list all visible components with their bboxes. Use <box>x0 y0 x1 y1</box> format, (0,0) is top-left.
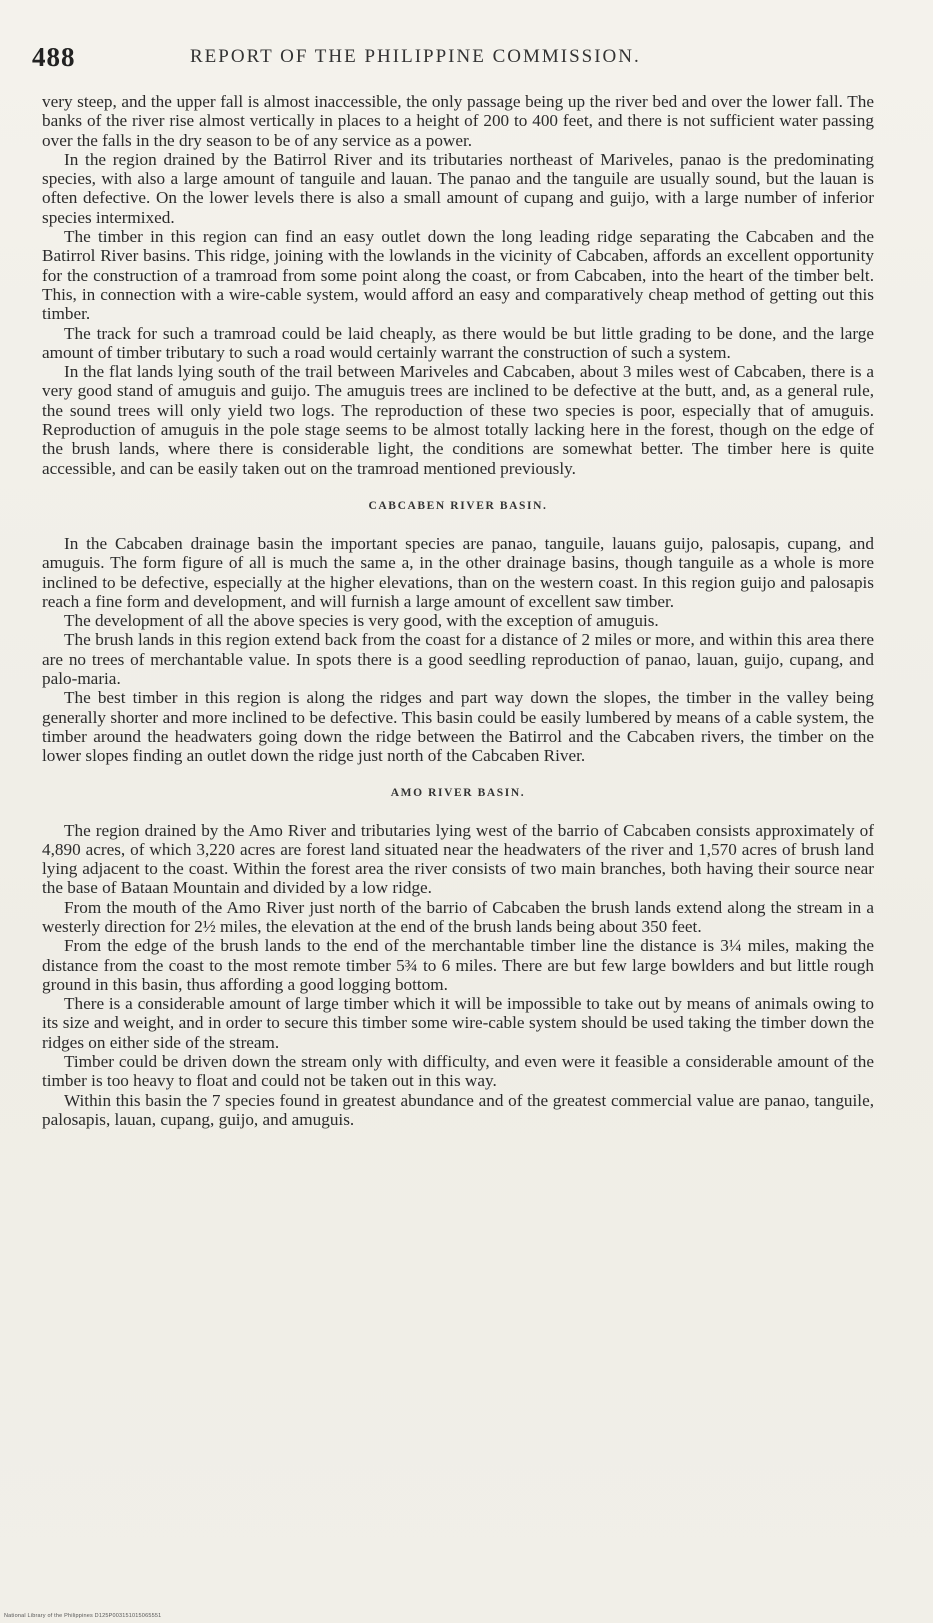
paragraph-amo-6: Within this basin the 7 species found in greatest abundance and of the greatest commercial value are panao, tanguile, palosapis, lauan, cupang, guijo, and amuguis. <box>42 1090 874 1129</box>
paragraph-intro-4: The track for such a tramroad could be laid cheaply, as there would be but little grading to be done, and the large amount of timber tributary to such a road would certainly warrant the construction of such a system. <box>42 323 874 362</box>
paragraph-cabcaben-3: The brush lands in this region extend back from the coast for a distance of 2 miles or more, and within this area there are no trees of merchantable value. In spots there is a good seedling reproduction of panao, lauan, guijo, cupang, and palo-maria. <box>42 630 874 689</box>
paragraph-amo-2: From the mouth of the Amo River just north of the barrio of Cabcaben the brush lands extend along the stream in a westerly direction for 2½ miles, the elevation at the end of the brush lands being about 350 feet. <box>42 897 874 936</box>
body-text <box>42 92 874 1129</box>
paragraph-intro-5: In the flat lands lying south of the trail between Mariveles and Cabcaben, about 3 miles west of Cabcaben, there is a very good stand of amuguis and guijo. The amuguis trees are inclined to be defective at the butt, and, as a general rule, the sound trees will only yield two logs. The reproduction of these two species is poor, especially that of amuguis. Reproduction of amuguis in the pole stage seems to be almost totally lacking here in the forest, though on the edge of the brush lands, where there is considerable light, the conditions are somewhat better. The timber here is quite accessible, and can be easily taken out on the tramroad mentioned previously. <box>42 362 874 478</box>
paragraph-intro-1: very steep, and the upper fall is almost inaccessible, the only passage being up the river bed and over the lower fall. The banks of the river rise almost vertically in places to a height of 200 to 400 feet, and there is not sufficient water passing over the falls in the dry season to be of any service as a power. <box>42 92 874 150</box>
running-head <box>32 42 872 78</box>
paragraph-cabcaben-1: In the Cabcaben drainage basin the important species are panao, tanguile, lauans guijo, palosapis, cupang, and amuguis. The form figure of all is much the same a, in the other drainage basins, though tanguile as a whole is more inclined to be defective, especially at the higher elevations, than on the western coast. In this region guijo and palosapis reach a fine form and development, and will furnish a large amount of excellent saw timber. <box>42 533 874 611</box>
page-number: 488 <box>32 42 76 72</box>
paragraph-amo-4: There is a considerable amount of large timber which it will be impossible to take out by means of animals owing to its size and weight, and in order to secure this timber some wire-cable system should be used taking the timber down the ridges on either side of the stream. <box>42 994 874 1052</box>
library-stamp: National Library of the Philippines D125P003151015065551 <box>4 1613 162 1619</box>
paragraph-amo-5: Timber could be driven down the stream only with difficulty, and even were it feasible a considerable amount of the timber is too heavy to float and could not be taken out in this way. <box>42 1052 874 1091</box>
section-heading-amo: AMO RIVER BASIN. <box>390 786 526 799</box>
paragraph-amo-3: From the edge of the brush lands to the end of the merchantable timber line the distance is 3¼ miles, making the distance from the coast to the most remote timber 5¾ to 6 miles. There are but few large bowlders and but little rough ground in this basin, thus affording a good logging bottom. <box>42 936 874 994</box>
paragraph-intro-2: In the region drained by the Batirrol River and its tributaries northeast of Mariveles, panao is the predominating species, with also a large amount of tanguile and lauan. The panao and the tanguile are usually sound, but the lauan is often defective. On the lower levels there is also a small amount of cupang and guijo, with a large number of inferior species intermixed. <box>42 149 874 227</box>
paragraph-amo-1: The region drained by the Amo River and tributaries lying west of the barrio of Cabcaben consists approximately of 4,890 acres, of which 3,220 acres are forest land situated near the headwaters of the river and 1,570 acres of brush land lying adjacent to the coast. Within the forest area the river consists of two main branches, both having their source near the base of Bataan Mountain and divided by a low ridge. <box>42 820 874 898</box>
running-title: REPORT OF THE PHILIPPINE COMMISSION. <box>190 46 641 67</box>
section-heading-cabcaben: CABCABEN RIVER BASIN. <box>368 499 548 512</box>
paragraph-intro-3: The timber in this region can find an easy outlet down the long leading ridge separating the Cabcaben and the Batirrol River basins. This ridge, joining with the lowlands in the vicinity of Cabcaben, affords an excellent opportunity for the construction of a tramroad from some point along the coast, or from Cabcaben, into the heart of the timber belt. This, in connection with a wire-cable system, would afford an easy and comparatively cheap method of getting out this timber. <box>42 227 874 324</box>
paragraph-cabcaben-2: The development of all the above species is very good, with the exception of amuguis. <box>64 611 659 631</box>
paragraph-cabcaben-4: The best timber in this region is along the ridges and part way down the slopes, the timber in the valley being generally shorter and more inclined to be defective. This basin could be easily lumbered by means of a cable system, the timber around the headwaters going down the ridge between the Batirrol and the Cabcaben rivers, the timber on the lower slopes finding an outlet down the ridge just north of the Cabcaben River. <box>42 688 874 766</box>
